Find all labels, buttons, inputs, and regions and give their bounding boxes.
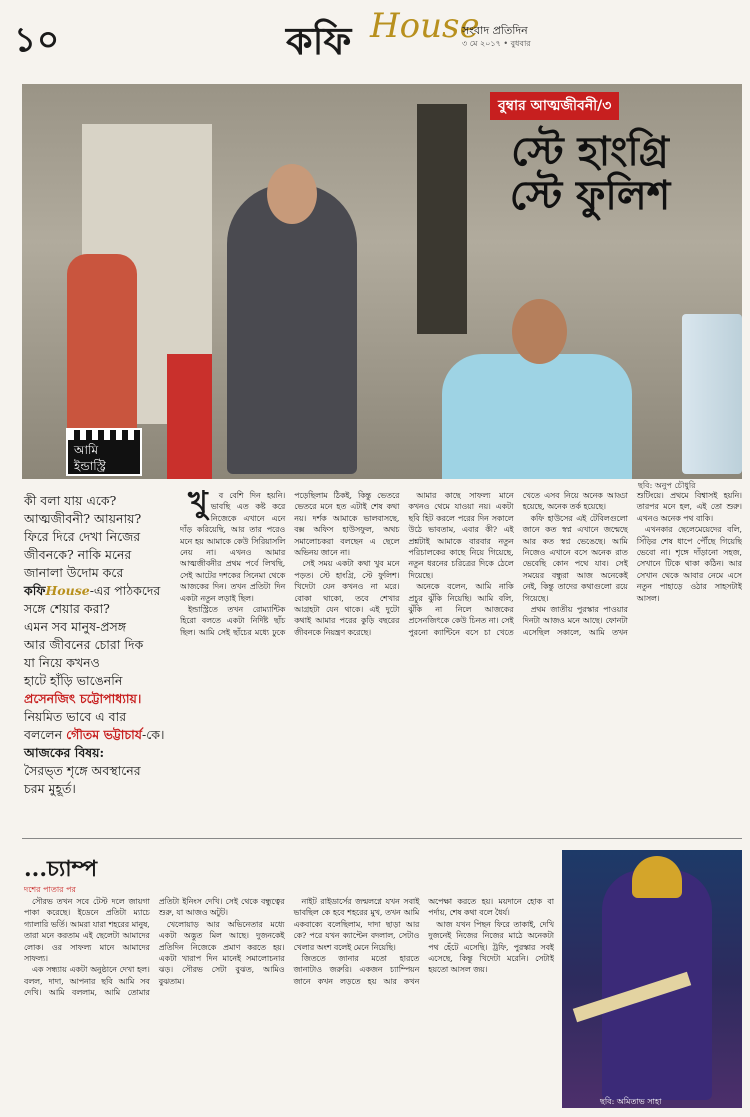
standfirst-line: ফিরে দিরে দেখা নিজের (24, 529, 141, 544)
article-paragraph: কফি হাউসের এই টেবিলগুলো জানে কত স্বপ্ন এখানে জন্মেছে আর কত স্বপ্ন ভেঙেছে। আমি নিজেও এখানে বসে অনেক রাত ভেবেছি কোন পথে যাব। সেই সময়ের বন্ধুরা আজ অনেকেই নেই, কিন্তু তাদের কথাগুলো রয়ে গিয়েছে। (522, 513, 628, 603)
inline-brand-logo (24, 583, 90, 598)
article-paragraph: নাইট রাইডার্সের জন্মলগ্নে যখন সবাই ভাবছিল কে হবে শহরের মুখ, তখন আমি একবাক্যে বলেছিলাম, দাদা ছাড়া আর কে? পরে যখন ক্যাপ্টেন বদলাল, সেটাও খেলার অংশ বলেই মেনে নিয়েছি। (293, 897, 420, 952)
standfirst-line (24, 726, 174, 744)
standfirst-name: প্রসেনজিৎ চট্টোপাধ্যায়। (24, 691, 142, 706)
standfirst-line: কী বলা যায় একে? (24, 493, 117, 508)
standfirst-line: সঙ্গে শেয়ার করা? (24, 601, 110, 616)
article-text: ব বেশি দিন হয়নি। ভাবছি এত কষ্ট করে নিজেকে এখানে এনে দাঁড় করিয়েছি, আর তার পরেও মনে হয় আমাকে কেউ সিরিয়াসলি নেয় না। এখনও আমার আত্মজীবনীর প্রথম পর্বে লিখছি, সেই আটের দশকের সিনেমা থেকে আজকের দিন। তখন প্রতিটা দিন একটা নতুন লড়াই ছিল। (180, 491, 286, 603)
inline-logo-house: House (45, 583, 90, 598)
headline-line-2: স্টে ফুলিশ (509, 172, 671, 219)
article-paragraph: সৌরভ তখন সবে টেস্ট দলে জায়গা পাকা করেছে। ইডেনে প্রতিটা ম্যাচে গ্যালারি ভর্তি। আমরা যারা শহরের মানুষ, তারা মনে করতাম এই ছেলেটা আমাদের লোক। ওর সাফল্য মানে আমাদের সাফল্য। (24, 897, 150, 964)
standfirst (24, 492, 174, 798)
article-paragraph: এখনকার ছেলেমেয়েদের বলি, সিঁড়ির শেষ ধাপে পৌঁছে গিয়েছি ভেবো না। শৃঙ্গে দাঁড়ানো সহজ, সেখানে টিকে থাকা কঠিন। আর সেখান থেকে আবার নেমে এসে নতুন পাহাড়ে ওঠার সাহসটাই আসল। (636, 525, 742, 603)
standfirst-text: -কে। (141, 727, 165, 742)
standfirst-name: গৌতম ভট্টাচার্য (66, 727, 142, 742)
clapperboard-icon (68, 430, 140, 440)
photo-person-background (67, 254, 137, 434)
continuation-note: দশের পাতার পর (24, 885, 76, 894)
standfirst-line (24, 582, 174, 600)
section-badge (66, 428, 142, 476)
standfirst-line: হাটে হাঁড়ি ভাঙেননি (24, 673, 123, 688)
standfirst-line: চরম মুহূর্ত। (24, 781, 76, 796)
article-paragraph: ইন্ডাস্ট্রিতে তখন রোম্যান্টিক হিরো বলতে একটা নির্দিষ্ট ছাঁচ ছিল। আমি সেই ছাঁচের মধ্যে ঢুকে পড়েছিলাম ঠিকই, কিন্তু ভেতরে ভেতরে মনে হত এটাই শেষ কথা নয়। দর্শক আমাকে ভালবাসছে, বক্স অফিস হাউসফুল, অথচ সমালোচকরা বলছেন এ ছেলে অভিনয় জানে না। (180, 491, 400, 637)
section-badge-line-1: আমি (74, 443, 99, 457)
lower-story-title: ...চ্যাম্প (24, 856, 98, 882)
photo-red-chair (167, 354, 212, 479)
photo-face (267, 164, 317, 224)
article-body (180, 490, 742, 830)
article-paragraph: খেলোয়াড় আর অভিনেতার মধ্যে একটা অদ্ভুত মিল আছে। দুজনকেই প্রতিদিন নিজেকে প্রমাণ করতে হয়। একটা খারাপ দিন মানেই সমালোচনার ঝড়। সৌরভ সেটা বুঝত, আমিও বুঝতাম। (158, 919, 285, 986)
photo-person-seated (442, 354, 632, 479)
standfirst-line: সৈরভ্ত শৃঙ্গে অবস্থানের (24, 763, 141, 778)
edition-date: ৩ মে ২০১৭ • বুধবার (462, 39, 531, 48)
standfirst-line: এমন সব মানুষ-প্রসঙ্গ (24, 619, 127, 634)
standfirst-line: আত্মজীবনী? আয়নায়? (24, 511, 142, 526)
article-paragraph: প্রথম জাতীয় পুরস্কার পাওয়ার দিনটা আজও মনে আছে। ফোনটা এসেছিল সকালে, আমি তখন শুটিংয়ে। প্রথমে বিশ্বাসই হয়নি। তারপর মনে হল, এই তো শুরু। এখনও অনেক পথ বাকি। (522, 491, 742, 637)
cricket-photo-credit: ছবি: অমিতাভ সাহা (600, 1097, 662, 1106)
masthead (0, 0, 750, 66)
section-badge-text (68, 440, 140, 476)
section-divider (22, 838, 742, 839)
photo-water-bottles (682, 314, 742, 474)
photo-window (417, 104, 467, 334)
article-paragraph: আমার কাছে সাফল্য মানে কখনও থেমে যাওয়া নয়। একটা ছবি হিট করলে পরের দিন সকালে উঠে ভাবতাম, এবার কী? এই প্রশ্নটাই আমাকে বারবার নতুন পরিচালকের কাছে নিয়ে গিয়েছে, নতুন ধরনের চরিত্রের দিকে ঠেলে দিয়েছে। (408, 491, 514, 580)
article-paragraph: জিততে জানার মতো হারতে জানাটাও জরুরি। একজন চ্যাম্পিয়ন জানে কখন লড়তে হয় আর কখন অপেক্ষা করতে হয়। ময়দানে হোক বা পর্দায়, শেষ কথা বলে ধৈর্য। (293, 897, 554, 986)
standfirst-line: আর জীবনের চোরা দিক (24, 637, 144, 652)
brand-logo-kofi: কফি (286, 18, 352, 63)
edition-name: সংবাদ প্রতিদিন (462, 24, 528, 37)
page-number: ১০ (14, 20, 61, 60)
standfirst-line: যা নিয়ে কখনও (24, 655, 100, 670)
inline-logo-kofi: কফি (24, 583, 46, 598)
standfirst-subject-label: আজকের বিষয়: (24, 745, 105, 760)
photo-helmet (632, 856, 682, 898)
article-paragraph: অনেকে বলেন, আমি নাকি প্রচুর ঝুঁকি নিয়েছি। আমি বলি, ঝুঁকি না নিলে আজকের প্রসেনজিৎকে কেউ চিনত না। সেই পুরনো ক্যান্টিনে বসে চা খেতে খেতে এসব নিয়ে অনেক আড্ডা হয়েছে, অনেক তর্ক হয়েছে। (408, 491, 628, 637)
article-paragraph: সেই সময় একটা কথা খুব মনে পড়ত। স্টে হাংগ্রি, স্টে ফুলিশ। খিদেটা যেন কখনও না মরে। বোকা থাকো, তবে শেখার আগ্রহটা যেন থাকে। এই দুটো কথাই আমার পরের কুড়ি বছরের জীবনকে নিয়ন্ত্রণ করেছে। (294, 559, 400, 637)
standfirst-line: জানালা উদোম করে (24, 565, 124, 580)
series-tag: বুম্বার আত্মজীবনী/৩ (490, 92, 619, 120)
lower-story-body (24, 896, 554, 1114)
standfirst-text: -এর পাঠকদের (89, 583, 161, 598)
brand-logo[interactable] (286, 2, 480, 63)
photo-credit: ছবি: অনুপ চৌধুরি (638, 481, 696, 490)
brand-logo-house: House (370, 6, 480, 46)
article-paragraph (180, 490, 285, 604)
standfirst-text: বললেন (24, 727, 63, 742)
headline (470, 130, 710, 218)
article-paragraph: আজ যখন পিছন ফিরে তাকাই, দেখি দুজনেই নিজের নিজের মাঠে অনেকটা পথ হেঁটে এসেছি। ট্রফি, পুরস্কার সবই এসেছে, কিন্তু খিদেটা মরেনি। সেটাই হয়তো আসল জয়। (428, 919, 554, 975)
cricket-photo (562, 850, 742, 1108)
article-paragraph: এক সন্ধ্যায় একটা অনুষ্ঠানে দেখা হল। বলল, দাদা, আপনার ছবি আমি সব দেখি। আমি বললাম, আমি তোমার প্রতিটা ইনিংস দেখি। সেই থেকে বন্ধুত্বের শুরু, যা আজও অটুট। (24, 897, 285, 998)
photo-person-standing (227, 184, 357, 474)
photo-face (512, 299, 567, 364)
headline-line-1: স্টে হাংগ্রি (511, 128, 669, 175)
section-badge-line-2: ইন্ডাস্ট্রি (74, 459, 106, 473)
standfirst-line: নিয়মিত ভাবে এ বার (24, 709, 127, 724)
drop-cap: খু (188, 490, 208, 520)
standfirst-line: জীবনকে? নাকি মনের (24, 547, 132, 562)
